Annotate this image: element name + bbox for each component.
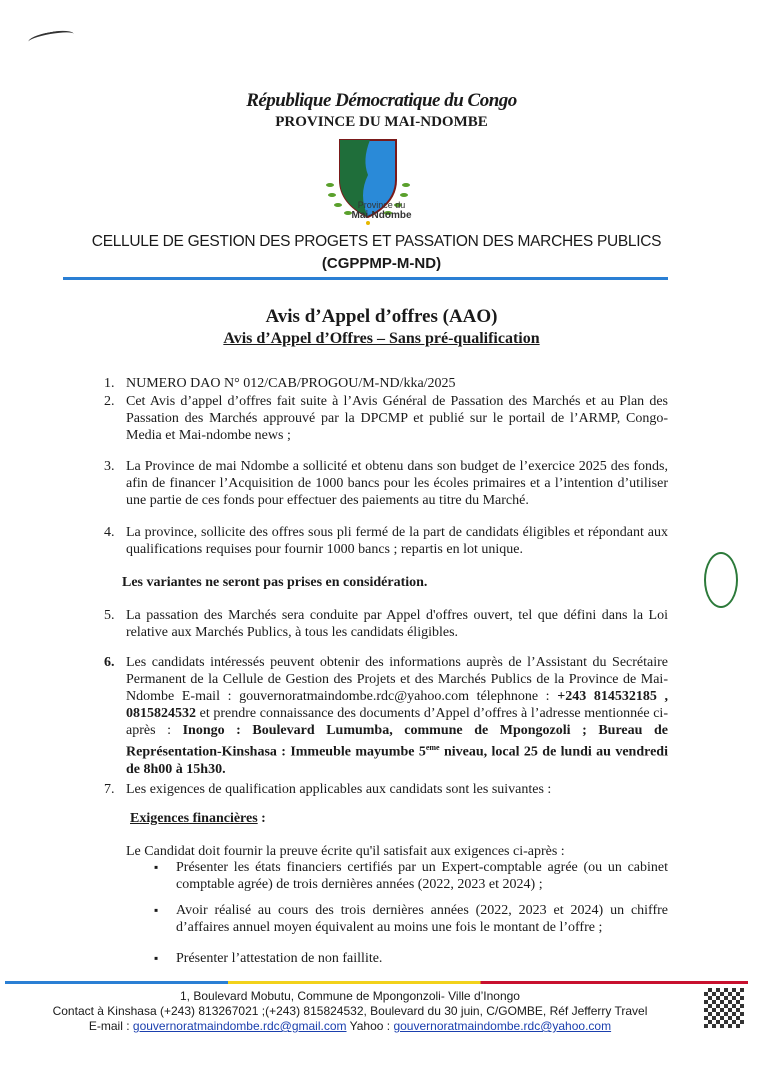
logo-text-1: Province du [357, 200, 406, 210]
item-7-text: Les exigences de qualification applicables aux candidats sont les suivantes : [126, 782, 552, 797]
republic-title: République Démocratique du Congo [246, 90, 517, 111]
logo-text-2: Mai-Ndombe [351, 210, 412, 221]
superscript: eme [425, 743, 440, 752]
footer-line-2: Contact à Kinshasa (+243) 813267021 ;(+243) 815824532, Boulevard du 30 juin, C/GOMBE, Réf Jefferry Travel [52, 1004, 648, 1018]
item-number: 6. [104, 655, 115, 670]
item-number: 3. [104, 459, 115, 474]
cellule-title: CELLULE DE GESTION DES PROGETS ET PASSATION DES MARCHES PUBLICS [91, 233, 662, 250]
gmail-link[interactable]: gouvernoratmaindombe.rdc@gmail.com [132, 1019, 347, 1033]
province-title: PROVINCE DU MAI-NDOMBE [275, 114, 488, 130]
qr-code [704, 988, 744, 1028]
item-number: 7. [104, 782, 115, 797]
item-5-text: La passation des Marchés sera conduite par Appel d'offres ouvert, tel que défini dans la Loi relative aux Marchés Publics, à tous les candidats éligibles. [126, 608, 668, 640]
exigences-heading [130, 810, 266, 827]
footer-address [0, 989, 700, 1034]
office-hours: niveau, local 25 de lundi au vendredi de 8h00 à 15h30. [126, 744, 668, 777]
item-2-text: Cet Avis d’appel d’offres fait suite à l’Avis Général de Passation des Marchés et au Plan des Passation des Marchés approuvé par la DPCMP et publié sur le portail de l’ARMP, Congo-Media et Mai-ndombe news ; [126, 394, 668, 443]
header-divider [63, 277, 668, 280]
email-label: E-mail : [88, 1019, 133, 1033]
cellule-acronym: (CGPPMP-M-ND) [321, 255, 442, 272]
item-4-text: La province, sollicite des offres sous pli fermé de la part de candidats éligibles et répondant aux qualifications requises pour fournir 1000 bancs ; repartis en lot unique. [126, 525, 668, 557]
phone-numbers: +243 814532185 , 0815824532 [126, 689, 668, 721]
footer-line-3 [0, 1019, 700, 1034]
bullet-item: Présenter l’attestation de non faillite. [176, 951, 383, 966]
exigences-intro: Le Candidat doit fournir la preuve écrite qu'il satisfait aux exigences ci-après : [126, 844, 565, 859]
notice-subtitle: Avis d’Appel d’Offres – Sans pré-qualification [223, 330, 540, 347]
bullet-item: Présenter les états financiers certifiés par un Expert-comptable agrée (ou un cabinet comptable agrée) de trois dernières années (2022, 2023 et 2024) ; [176, 860, 668, 892]
yahoo-label: Yahoo : [346, 1019, 394, 1033]
initials-mark [704, 552, 738, 608]
footer-line-1: 1, Boulevard Mobutu, Commune de Mpongonzoli- Ville d’Inongo [180, 989, 520, 1003]
item-6-part-b: et prendre connaissance des documents d’Appel d’offres à l’adresse mentionnée ci-après : [126, 706, 668, 738]
notice-title: Avis d’Appel d’offres (AAO) [265, 306, 498, 327]
pen-mark [27, 28, 74, 48]
flag-divider [5, 981, 748, 984]
item-6-text [126, 654, 668, 778]
variantes-note: Les variantes ne seront pas prises en considération. [122, 575, 428, 590]
bullet-icon: ▪ [154, 903, 159, 917]
colon: : [257, 811, 266, 826]
bullet-icon: ▪ [154, 951, 159, 965]
item-number: 4. [104, 525, 115, 540]
bullet-icon: ▪ [154, 860, 159, 874]
item-6-part-a: Les candidats intéressés peuvent obtenir des informations auprès de l’Assistant du Secrétaire Permanent de la Cellule de Gestion des Projets et des Marchés Publics de la Province de Mai-Ndombe E-mail : gouvernoratmaindombe.rdc@yahoo.com télephnone : [126, 655, 668, 704]
dao-number: NUMERO DAO N° 012/CAB/PROGOU/M-ND/kka/2025 [126, 376, 456, 391]
item-number: 1. [104, 376, 115, 391]
item-3-text: La Province de mai Ndombe a sollicité et obtenu dans son budget de l’exercice 2025 des fonds, afin de financer l’Acquisition de 1000 bancs pour les écoles primaires et a l’intention d’utiliser une partie de ces fonds pour effectuer des paiements au titre du Marché. [126, 459, 668, 508]
exigences-heading-text: Exigences financières [130, 811, 258, 826]
bullet-item: Avoir réalisé au cours des trois dernières années (2022, 2023 et 2024) un chiffre d’affaires annuel moyen équivalent au moins une fois le montant de l’offre ; [176, 903, 668, 935]
item-number: 2. [104, 394, 115, 409]
yahoo-link[interactable]: gouvernoratmaindombe.rdc@yahoo.com [393, 1019, 612, 1033]
item-number: 5. [104, 608, 115, 623]
office-address: Inongo : Boulevard Lumumba, commune de Mpongozoli ; Bureau de Représentation-Kinshasa : Immeuble mayumbe 5 [126, 723, 668, 760]
